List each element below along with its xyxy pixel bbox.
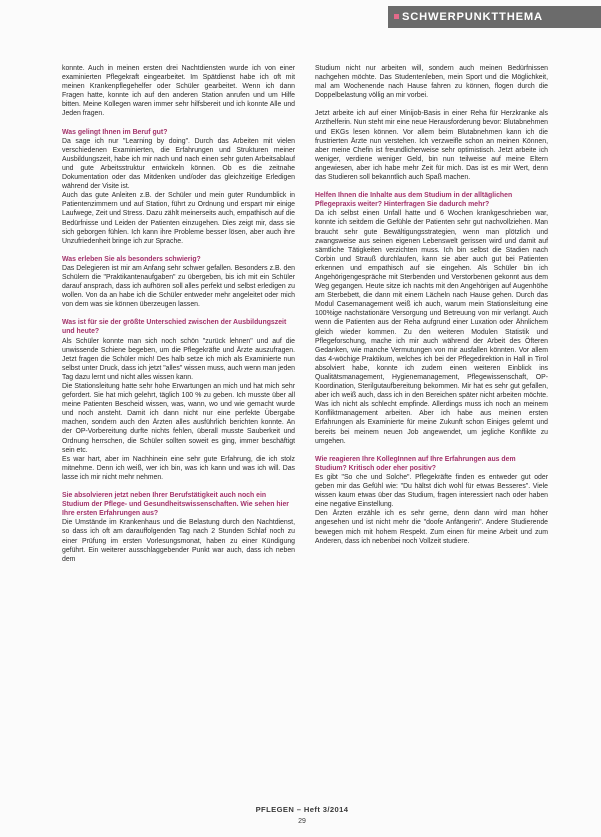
- question-heading: Wie reagieren Ihre KollegInnen auf Ihre Erfahrungen aus dem Studium? Kritisch oder eher positiv?: [315, 455, 516, 472]
- left-column: [62, 64, 295, 794]
- paragraph: Auch das gute Anleiten z.B. der Schüler und mein guter Rundumblick in Patientenzimmern und auf Station, führt zu Ordnung und erspart mir einige Laufwege, Zeit und Stress. Dazu zählt meinerseits auch, empathisch auf die Bedürfnisse und Leiden der Patienten einzugehen. Dies zeigt mir, dass sie sich geborgen fühlen. Ich kann ihre Probleme besser lösen, aber auch ihre Unzufriedenheit bringe ich zur Sprache.: [62, 192, 295, 245]
- journal-footer: PFLEGEN – Heft 3/2014: [255, 805, 349, 814]
- paragraph: konnte. Auch in meinen ersten drei Nachtdiensten wurde ich von einer examinierten Pflegekraft eingearbeitet. Im Spätdienst habe ich oft mit meinen Krankenpflegehelfer oder Schüler gearbeitet. Wenn ich dann Fragen hatte, konnte ich auf den anderen Station anrufen und um Hilfe bitten. Meine Kollegen waren immer sehr hilfsbereit und ich konnte Alle und Jeden fragen.: [62, 65, 295, 118]
- paragraph: Es gibt "So che und Solche". Pflegekräfte finden es entweder gut oder geben mir das Gefühl wie: "Du hältst dich wohl für etwas Besseres". Viele wissen kaum etwas über das Studium, fragen interessiert nach oder haben eine negative Einstellung.: [315, 473, 548, 509]
- question-heading: Sie absolvieren jetzt neben Ihrer Berufstätigkeit auch noch ein Studium der Pflege- und Gesundheitswissenschaften. Wie sehen hier Ihre ersten Erfahrungen aus?: [62, 492, 289, 518]
- paragraph: Die Stationsleitung hatte sehr hohe Erwartungen an mich und hat mich sehr gefordert. Sie hat mich gelehrt, täglich 100 % zu geben. Ich musste über all meine Patienten Bescheid wissen, was, wann, wo und wie gemacht wurde und noch ansteht. Damit ich dann nicht nur eine perfekte Übergabe machen, sondern auch den Ärzten alles ausführlich berichten konnte. An der OP-Vorbereitung durfte nichts fehlen, überall musste Sauberkeit und Ordnung herrschen, die Schüler sollten soweit es ging, immer beschäftigt sein etc.: [62, 383, 295, 454]
- paragraph: Den Ärzten erzähle ich es sehr gerne, denn dann wird man höher angesehen und ist nicht mehr die "doofe Anfängerin". Andere Studierende bewegen mich mit hohem Respekt. Zum einen für meine Arbeit und zum Anderen, dass ich nebenbei noch Vollzeit studiere.: [315, 510, 548, 545]
- paragraph: Das Delegieren ist mir am Anfang sehr schwer gefallen. Besonders z.B. den Schülern die "Praktikantenaufgaben" zu übergeben, bis ich mit ein Schüler darauf ansprach, dass ich aufhören soll alles perfekt und selbst erledigen zu wollen. Von da an habe ich die Schüler entweder mehr angeleitet oder mich von dem was sie können überzeugen lassen.: [62, 264, 295, 309]
- paragraph: Es war hart, aber im Nachhinein eine sehr gute Erfahrung, die ich stolz mitnehme. Denn ich weiß, wer ich bin, was ich kann und was ich will. Das lasse ich mir nicht mehr nehmen.: [62, 455, 295, 481]
- page-number: 29: [298, 818, 306, 825]
- section-title: SCHWERPUNKTTHEMA: [402, 11, 543, 23]
- paragraph: Studium nicht nur arbeiten will, sondern auch meinen Bedürfnissen nachgehen möchte. Das Studentenleben, mein Sport und die Möglichkeit, mal am Wochenende nach Hause fahren zu können, flogen durch die Doppelbelastung völlig an mir vorbei.: [315, 65, 548, 100]
- paragraph: Als Schüler konnte man sich noch schön "zurück lehnen" und auf die unwissende Schiene begeben, um die Pflegekräfte und Ärzte auszufragen. Jetzt fragen die Schüler mich! Des halb setze ich mich als Examinierte nun selbst unter Druck, dass ich jetzt "alles" wissen muss, auch wenn man jeden Tag dazu lernt und nicht alles wissen kann.: [62, 337, 295, 381]
- paragraph: Die Umstände im Krankenhaus und die Belastung durch den Nachtdienst, so dass ich oft am darauffolgenden Tag nach 2 Stunden Schlaf noch zu einer Prüfung im ersten Vorlesungsmonat, haben zu einer Kündigung geführt. Ein weiterer ausschlaggebender Punkt war auch, dass ich neben dem: [62, 519, 295, 563]
- paragraph: Da sage ich nur "Learning by doing". Durch das Arbeiten mit vielen verschiedenen Examinierten, die Erfahrungen und Strukturen meiner Ausbildungszeit, habe ich mir nach und nach einen sehr guten Arbeitsablauf und gute Arbeitsstruktur entwickeln können. Ob es die zeitnahe Dokumentation oder das Mitdenken und/oder das gleichzeitige Erledigen während der Visite ist.: [62, 137, 295, 191]
- question-heading: Was gelingt Ihnen im Beruf gut?: [62, 128, 168, 136]
- paragraph: Jetzt arbeite ich auf einer Minijob-Basis in einer Reha für Herzkranke als Arzthelferin. Nun steht mir eine neue Herausforderung bevor: Blutabnehmen und EKGs lesen können. Vor allem beim Blutabnehmen kann ich die frustrierten Ärzte nun verstehen. Ich verzweifle schon an meinen Können, aber meine Chefin ist freundlicherweise sehr optimistisch. Jetzt arbeite ich weniger, verdiene weniger Geld, bin nun teilweise auf meine Eltern angewiesen, aber ich habe mehr Zeit für mich. Das ist es mir Wert, denn das Studieren soll bekanntlich auch Spaß machen.: [315, 110, 548, 182]
- question-heading: Helfen Ihnen die Inhalte aus dem Studium in der alltäglichen Pflegepraxis weiter? Hinterfragen Sie dadurch mehr?: [315, 192, 513, 209]
- section-header: [394, 8, 597, 26]
- question-heading: Was ist für sie der größte Unterschied zwischen der Ausbildungszeit und heute?: [62, 319, 287, 336]
- square-bullet-icon: [394, 14, 399, 19]
- question-heading: Was erleben Sie als besonders schwierig?: [62, 255, 201, 263]
- paragraph: Da ich selbst einen Unfall hatte und 6 Wochen krankgeschrieben war, konnte ich seitdem die Gefühle der Patienten sehr gut nachvollziehen. Man braucht sehr gute Bewältigungsstrategien, wenn man plötzlich und zwangsweise aus seinen eigenen Lebenswelt gerissen wird und damit auf sämtliche Tätigkeiten verzichten muss. Ich bin selbst die Stadien nach Corbin und Strauß durchlaufen, kann sie aber auch gut bei Patienten erkennen und empathisch auf sie eingehen. Als Schüler bin ich Angehörigengespräche mit Sterbenden und Verstorbenen gekonnt aus dem Weg gegangen. Heute sitze ich nachts mit den Angehörigen auf Augenhöhe am Sterbebett, die dann mit einem Lächeln nach Hause gehen. Durch das Modul Casemanagement weiß ich auch, warum mein Stationsleitung eine 100%ige nachstationäre Versorgung und Betreuung von mir verlangt. Auch wenn die Patienten aus der Reha aufgrund einer Luxation oder Ähnlichem gleich wieder kommen. Zu den weiteren Modulen Statistik und Pflegeforschung, mache ich mir auch während der Arbeit des Öfteren Gedanken, wie manche Vermutungen von mir ausfallen könnten. Vor allem das 4-wöchige Praktikum, welches ich bei der Pflegedirektion in Hall in Tirol absolviert habe, konnte ich zudem einen weiteren Einblick ins Qualitätsmanagement, Hygienemanagement, Pflegewissenschaft, OP-Koordination, Sterilgutaufbereitung bekommen. Mir hat es sehr gut gefallen, aber ich weiß auch, dass ich in den Bereichen später nicht arbeiten möchte. Was ich nicht als schlecht empfinde. Allerdings muss ich noch an meinem Konfliktmanagement arbeiten. Aber ich habe aus meinen ersten Erfahrungen als Examinierte für meine Zukunft schon Einiges gelernt und bereits bei meinem neuen Job angewendet, um jegliche Konflikte zu umgehen.: [315, 210, 548, 445]
- right-column: [315, 64, 548, 794]
